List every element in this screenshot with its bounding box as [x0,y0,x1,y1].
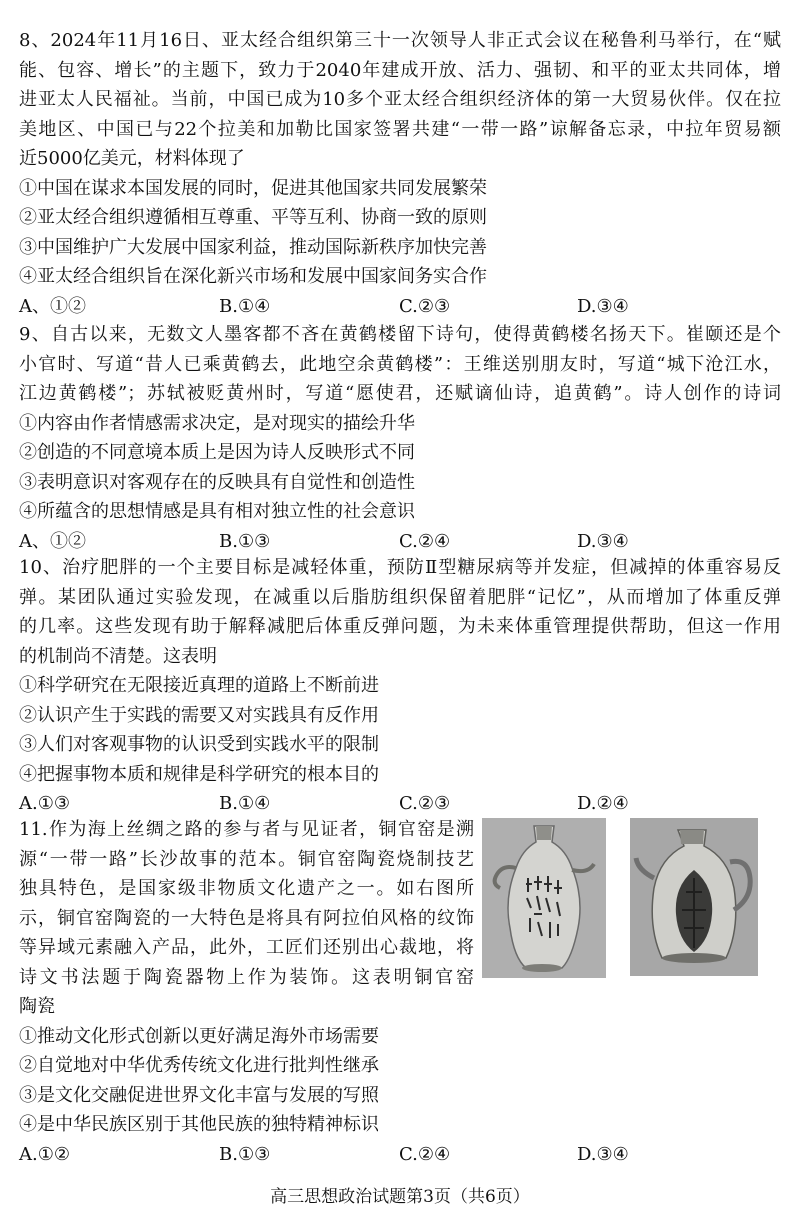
q10-option-b[interactable]: B.①④ [219,793,271,814]
q10-stem-line: 10、治疗肥胖的一个主要目标是减轻体重，预防Ⅱ型糖尿病等并发症，但减掉的体重容易反 [19,557,781,578]
q8-item-3: ③中国维护广大发展中国家利益，推动国际新秩序加快完善 [19,236,487,258]
q8-item-1: ①中国在谋求本国发展的同时，促进其他国家共同发展繁荣 [19,177,487,199]
q11-stem-line: 陶瓷 [19,996,55,1017]
q9-stem-line: 江边黄鹤楼”；苏轼被贬黄州时，写道“愿使君，还赋谪仙诗，追黄鹤”。诗人创作的诗词 [19,383,781,404]
q11-option-d[interactable]: D.③④ [577,1143,629,1165]
q9-option-a[interactable]: A、①② [19,530,86,552]
q11-option-a[interactable]: A.①② [19,1143,70,1165]
q11-stem-line: 11.作为海上丝绸之路的参与者与见证者，铜官窑是溯 [19,819,474,840]
q8-stem-line: 8、2024年11月16日、亚太经合组织第三十一次领导人非正式会议在秘鲁利马举行，在“赋 [19,30,781,51]
q10-item-4: ④把握事物本质和规律是科学研究的根本目的 [19,763,379,785]
q8-stem-line: 美地区、中国已与22个拉美和加勒比国家签署共建“一带一路”谅解备忘录，中拉年贸易额 [19,118,781,140]
q11-item-2: ②自觉地对中华优秀传统文化进行批判性继承 [19,1055,379,1076]
q8-stem-line: 能、包容、增长”的主题下，致力于2040年建成开放、活力、强韧、和平的亚太共同体，增 [19,59,781,81]
q9-item-4: ④所蕴含的思想情感是具有相对独立性的社会意识 [19,501,415,522]
question-9 [19,320,781,556]
q8-stem-line: 近5000亿美元，材料体现了 [19,148,245,169]
q11-option-b[interactable]: B.①③ [219,1143,271,1165]
q8-options [19,292,781,322]
q8-option-d[interactable]: D.③④ [577,295,629,317]
ceramic-ewer-photo [630,818,758,976]
q10-item-2: ②认识产生于实践的需要又对实践具有反作用 [19,704,379,726]
q9-item-3: ③表明意识对客观存在的反映具有自觉性和创造性 [19,471,415,493]
q11-stem-line: 诗文书法题于陶瓷器物上作为装饰。这表明铜官窑 [19,966,474,988]
q9-option-c[interactable]: C.②④ [399,530,451,552]
q10-option-a[interactable]: A.①③ [19,793,70,814]
q10-stem-line: 的几率。这些发现有助于解释减肥后体重反弹问题，为未来体重管理提供帮助，但这一作用 [19,616,781,637]
q10-stem-line: 弹。某团队通过实验发现，在减重以后脂肪组织保留着肥胖“记忆”，从而增加了体重反弹 [19,586,781,608]
q8-stem-line: 进亚太人民福祉。当前，中国已成为10多个亚太经合组织经济体的第一大贸易伙伴。仅在拉 [19,89,781,110]
q10-item-1: ①科学研究在无限接近真理的道路上不断前进 [19,675,379,696]
q9-item-2: ②创造的不同意境本质上是因为诗人反映形式不同 [19,442,415,463]
q9-option-b[interactable]: B.①③ [219,530,271,552]
q10-option-d[interactable]: D.②④ [577,793,629,814]
question-8 [19,26,781,321]
q8-item-2: ②亚太经合组织遵循相互尊重、平等互利、协商一致的原则 [19,207,487,228]
q11-item-1: ①推动文化形式创新以更好满足海外市场需要 [19,1025,379,1047]
q10-item-3: ③人们对客观事物的认识受到实践水平的限制 [19,734,379,755]
ceramic-vase-photo [482,818,606,978]
q10-stem-line: 的机制尚不清楚。这表明 [19,645,217,667]
q11-stem-line: 等异域元素融入产品，此外，工匠们还别出心裁地，将 [19,937,474,958]
q11-options [19,1140,781,1170]
q8-option-b[interactable]: B.①④ [219,295,271,317]
q10-option-c[interactable]: C.②③ [399,793,451,814]
q9-stem-line: 9、自古以来，无数文人墨客都不吝在黄鹤楼留下诗句，使得黄鹤楼名扬天下。崔颐还是个 [19,324,781,345]
calligraphy-ewer-illustration [482,818,606,978]
q11-item-3: ③是文化交融促进世界文化丰富与发展的写照 [19,1084,379,1106]
q9-option-d[interactable]: D.③④ [577,530,629,552]
q11-stem-line: 源“一带一路”长沙故事的范本。铜官窑陶瓷烧制技艺 [19,848,474,870]
q9-stem-line: 小官时、写道“昔人已乘黄鹤去，此地空余黄鹤楼”：王维送别朋友时，写道“城下沧江水， [19,353,781,375]
q8-item-4: ④亚太经合组织旨在深化新兴市场和发展中国家间务实合作 [19,266,487,287]
q9-item-1: ①内容由作者情感需求决定，是对现实的描绘升华 [19,412,415,434]
q11-stem-line: 示，铜官窑陶瓷的一大特色是将具有阿拉伯风格的纹饰 [19,907,474,929]
q11-item-4: ④是中华民族区别于其他民族的独特精神标识 [19,1114,379,1135]
q11-stem-line: 独具特色，是国家级非物质文化遗产之一。如右图所 [19,878,474,899]
q8-option-a[interactable]: A、①② [19,295,86,317]
question-10 [19,553,781,819]
decorated-ewer-illustration [630,818,758,976]
q8-option-c[interactable]: C.②③ [399,295,451,317]
page-footer: 高三思想政治试题第3页（共6页） [270,1187,530,1207]
q9-options [19,527,781,557]
q11-option-c[interactable]: C.②④ [399,1143,451,1165]
